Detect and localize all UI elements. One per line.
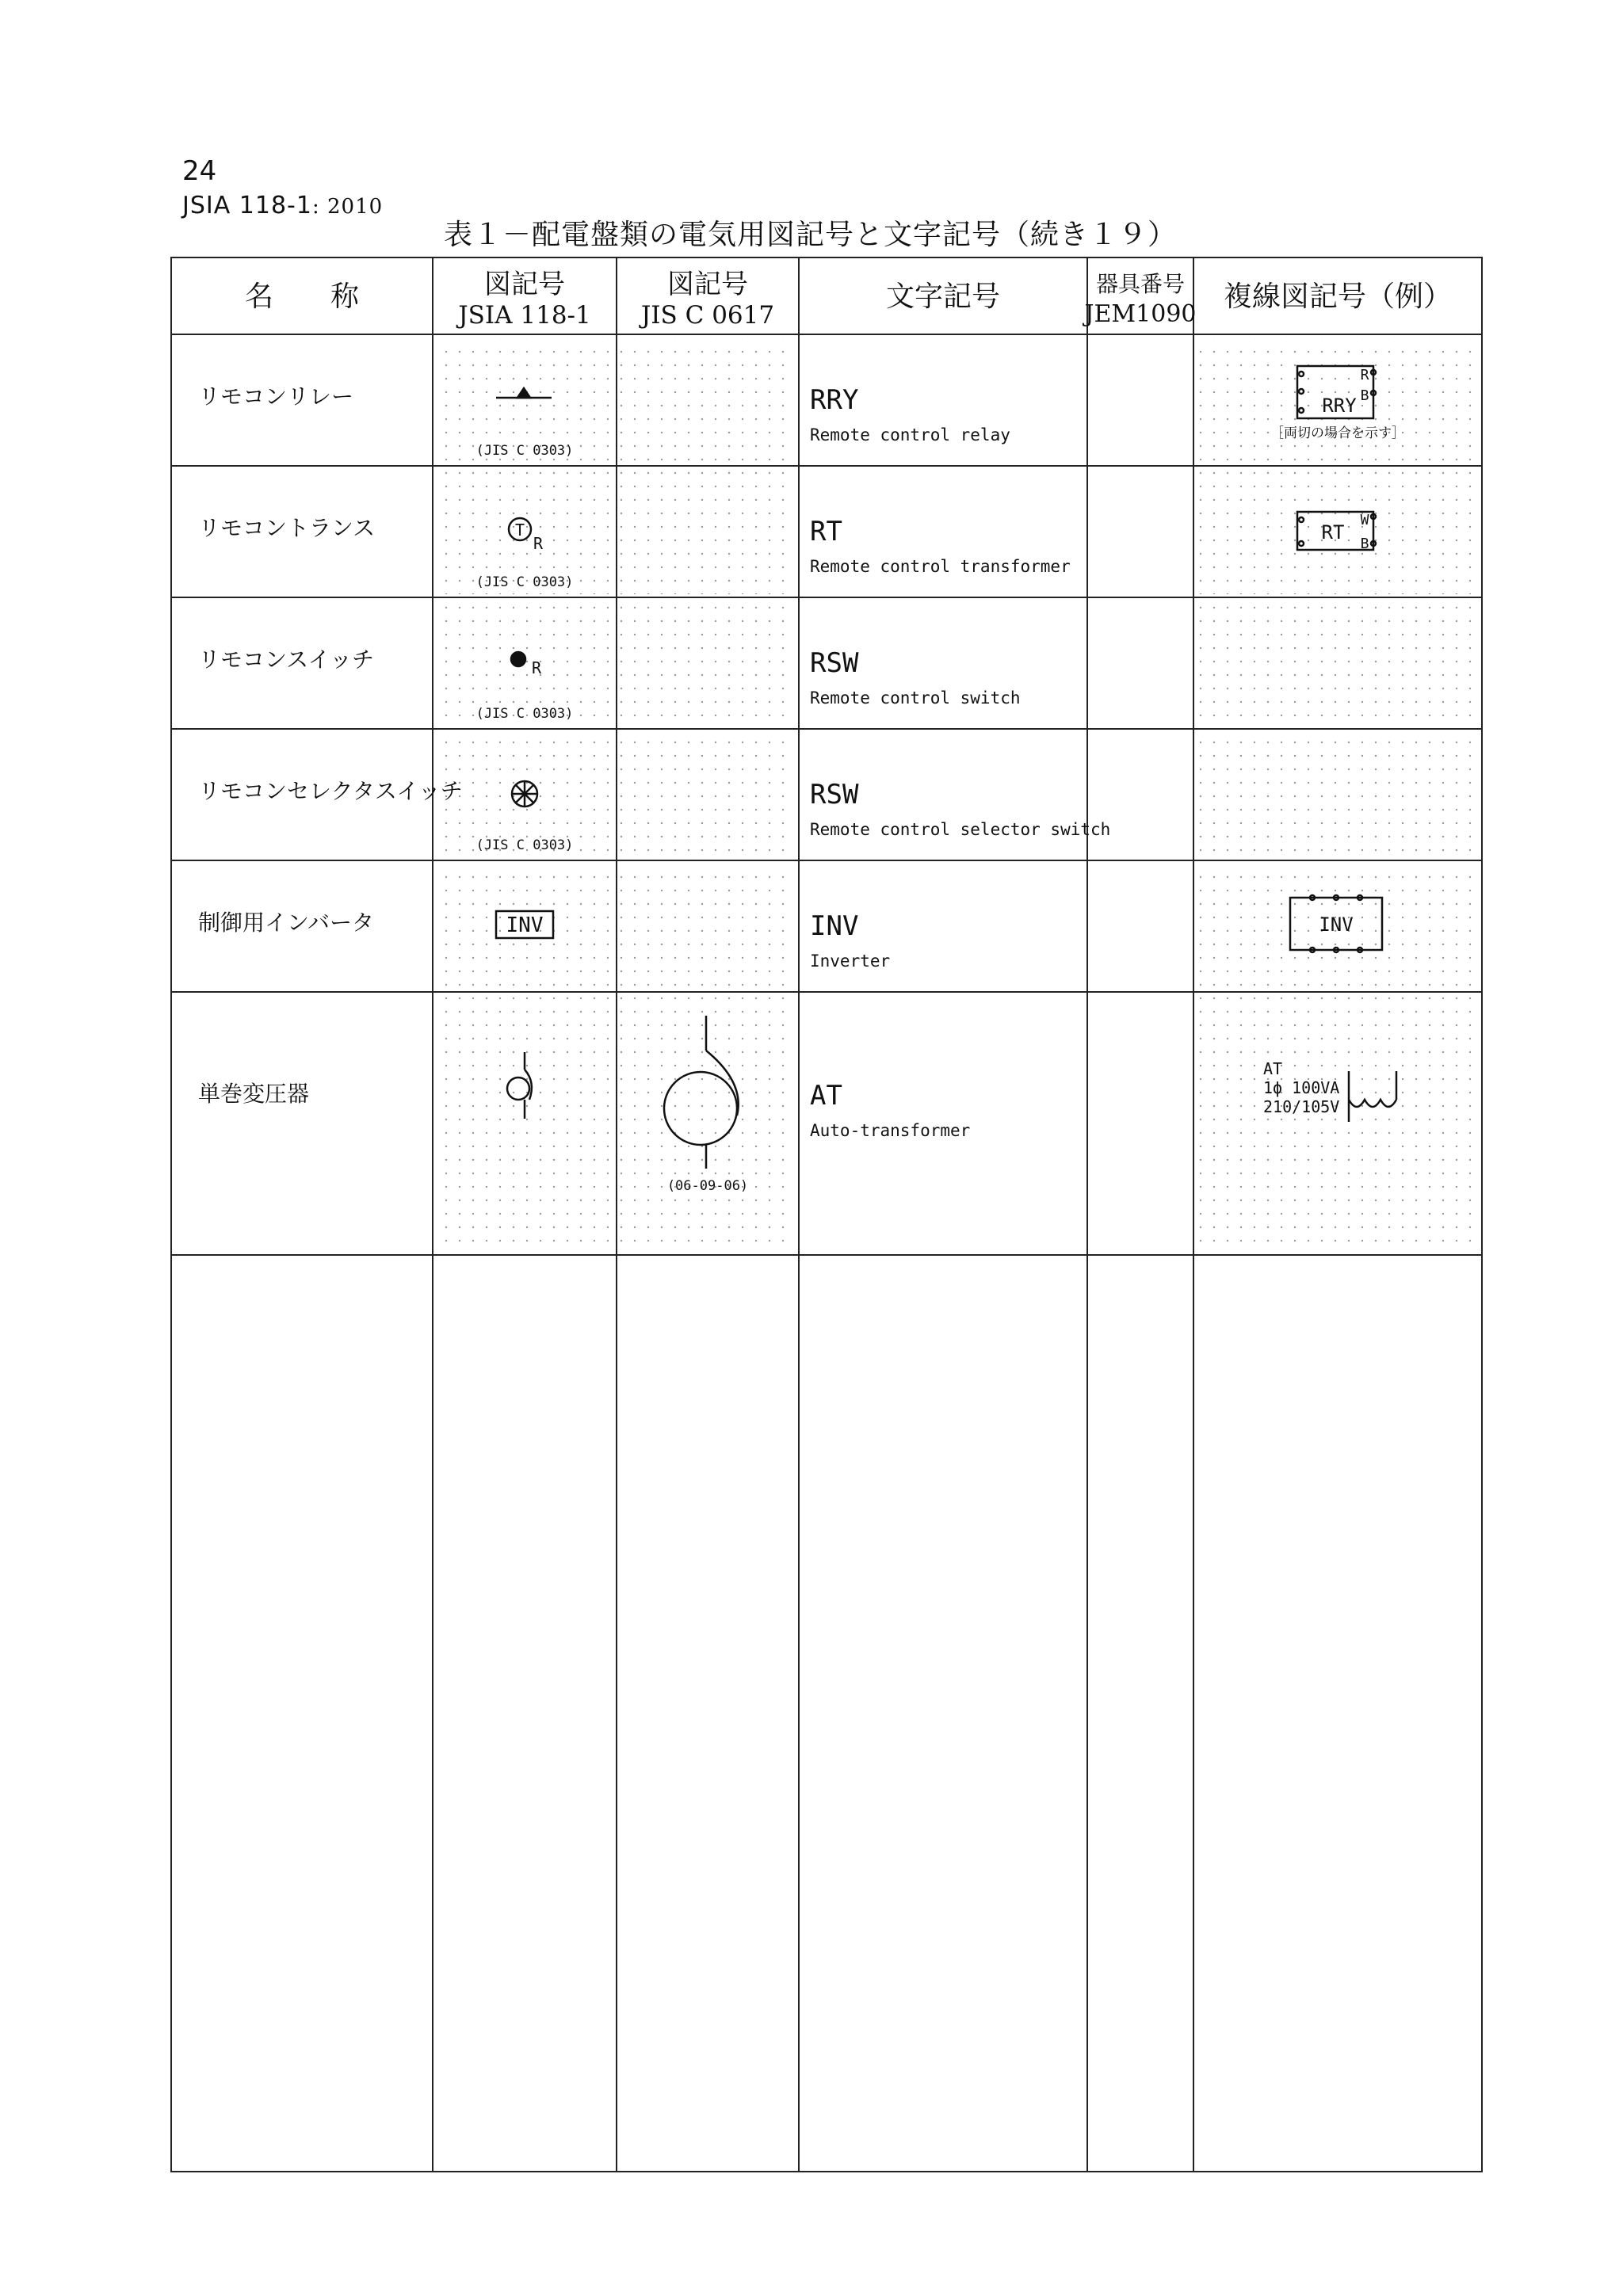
document-year: : 2010 <box>311 195 384 219</box>
letter-code-english: Remote control relay <box>810 425 1010 444</box>
letter-code: RRY <box>810 384 859 416</box>
row-name: リモコントランス <box>198 515 376 541</box>
header-letter: 文字記号 <box>885 280 1001 313</box>
example-label: RRY <box>1322 395 1357 417</box>
row-name: 単巻変圧器 <box>198 1081 310 1107</box>
header-jsia-top: 図記号 <box>484 269 565 300</box>
terminal-label: B <box>1360 536 1369 552</box>
jsia-reference: (JIS C 0303) <box>475 706 574 722</box>
letter-code: INV <box>810 910 859 942</box>
symbol-label: INV <box>506 913 544 937</box>
terminal-label: B <box>1360 387 1369 404</box>
header-name: 名 称 <box>244 280 360 313</box>
header-jem-bottom: JEM1090 <box>1084 300 1197 328</box>
header-jis-top: 図記号 <box>667 269 748 300</box>
document-code: JSIA 118-1 <box>182 192 312 219</box>
letter-code: RSW <box>810 647 859 679</box>
jis-reference: (06-09-06) <box>666 1178 749 1194</box>
example-text: AT <box>1263 1059 1283 1078</box>
header-jem-top: 器具番号 <box>1095 271 1186 297</box>
example-text: 210/105V <box>1263 1097 1340 1116</box>
letter-code-english: Remote control transformer <box>810 557 1071 576</box>
terminal-label: R <box>1360 367 1369 383</box>
letter-code: AT <box>810 1080 842 1112</box>
example-text: 1ϕ 100VA <box>1263 1078 1340 1097</box>
table-title: 表１－配電盤類の電気用図記号と文字記号（続き１９） <box>444 219 1178 251</box>
terminal-label: W <box>1360 512 1369 528</box>
example-label: RT <box>1321 521 1345 543</box>
jsia-reference: (JIS C 0303) <box>475 837 574 853</box>
header-jis-bottom: JIS C 0617 <box>640 301 775 330</box>
jsia-reference: (JIS C 0303) <box>475 443 574 459</box>
letter-code: RT <box>810 516 842 547</box>
letter-code-english: Remote control switch <box>810 688 1021 707</box>
letter-code: RSW <box>810 779 859 810</box>
row-name: リモコンリレー <box>198 383 354 410</box>
symbol-letter: R <box>531 658 542 677</box>
row-name: 制御用インバータ <box>198 910 375 936</box>
symbol-letter: R <box>533 534 544 553</box>
letter-code-english: Inverter <box>810 952 891 971</box>
selector-switch-symbol <box>512 781 537 807</box>
page-number: 24 <box>182 155 217 187</box>
header-multiline: 複線図記号（例） <box>1223 280 1453 313</box>
row-name: リモコンスイッチ <box>198 646 375 673</box>
letter-code-english: Auto-transformer <box>810 1121 971 1140</box>
example-note: ［両切の場合を示す］ <box>1270 425 1405 441</box>
example-label: INV <box>1319 913 1354 936</box>
jsia-reference: (JIS C 0303) <box>475 574 574 590</box>
letter-code-english: Remote control selector switch <box>810 820 1111 839</box>
header-jsia-bottom: JSIA 118-1 <box>458 301 591 330</box>
row-name: リモコンセレクタスイッチ <box>198 778 463 804</box>
symbol-letter: T <box>514 521 525 540</box>
